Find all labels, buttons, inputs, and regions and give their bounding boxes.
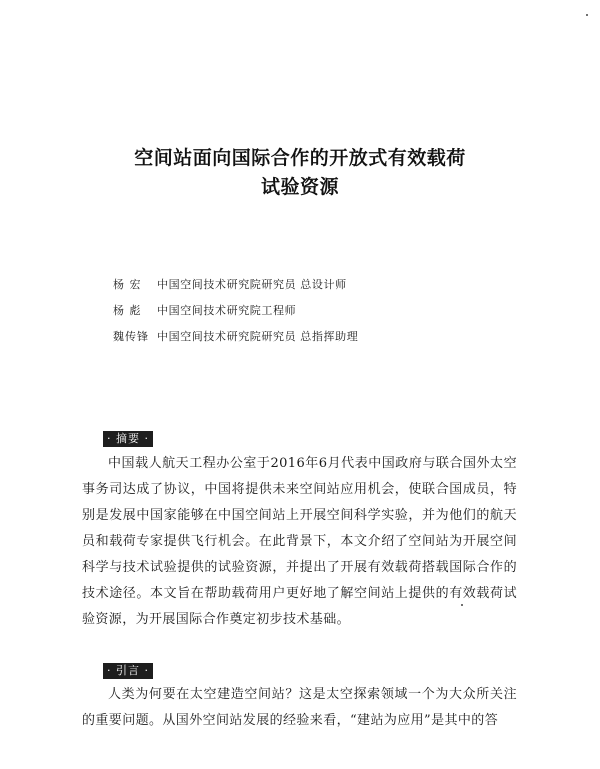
author-affiliation: 中国空间技术研究院工程师: [157, 304, 297, 317]
introduction-paragraph: 人类为何要在太空建造空间站？这是太空探索领域一个为大众所关注的重要问题。从国外空间站发展的经验来看，“建站为应用”是其中的答: [82, 687, 517, 728]
abstract-heading: · 摘要 ·: [103, 431, 153, 447]
article-title-line-1: 空间站面向国际合作的开放式有效载荷: [134, 147, 466, 169]
author-row: [113, 323, 533, 349]
author-row: [113, 271, 533, 297]
author-affiliation: 中国空间技术研究院研究员 总指挥助理: [157, 330, 359, 343]
introduction-heading: · 引言 ·: [103, 663, 153, 679]
author-name: 杨 宏: [113, 278, 142, 291]
abstract-paragraph: 中国载人航天工程办公室于2016年6月代表中国政府与联合国外太空事务司达成了协议，中国将提供未来空间站应用机会，使联合国成员，特别是发展中国家能够在中国空间站上开展空间科学实验，并为他们的航天员和载荷专家提供飞行机会。在此背景下，本文介绍了空间站为开展空间科学与技术试验提供的试验资源，并提出了开展有效载荷搭载国际合作的技术途径。本文旨在帮助载荷用户更好地了解空间站上提供的有效载荷试验资源，为开展国际合作奠定初步技术基础。: [82, 456, 517, 627]
author-name: 杨 彪: [113, 304, 142, 317]
scan-speck: [461, 604, 463, 606]
author-row: [113, 297, 533, 323]
scan-speck: [586, 14, 588, 16]
author-list: [113, 271, 533, 349]
author-name: 魏传锋: [113, 330, 149, 343]
author-affiliation: 中国空间技术研究院研究员 总设计师: [157, 278, 347, 291]
article-title-line-2: 试验资源: [260, 176, 339, 198]
